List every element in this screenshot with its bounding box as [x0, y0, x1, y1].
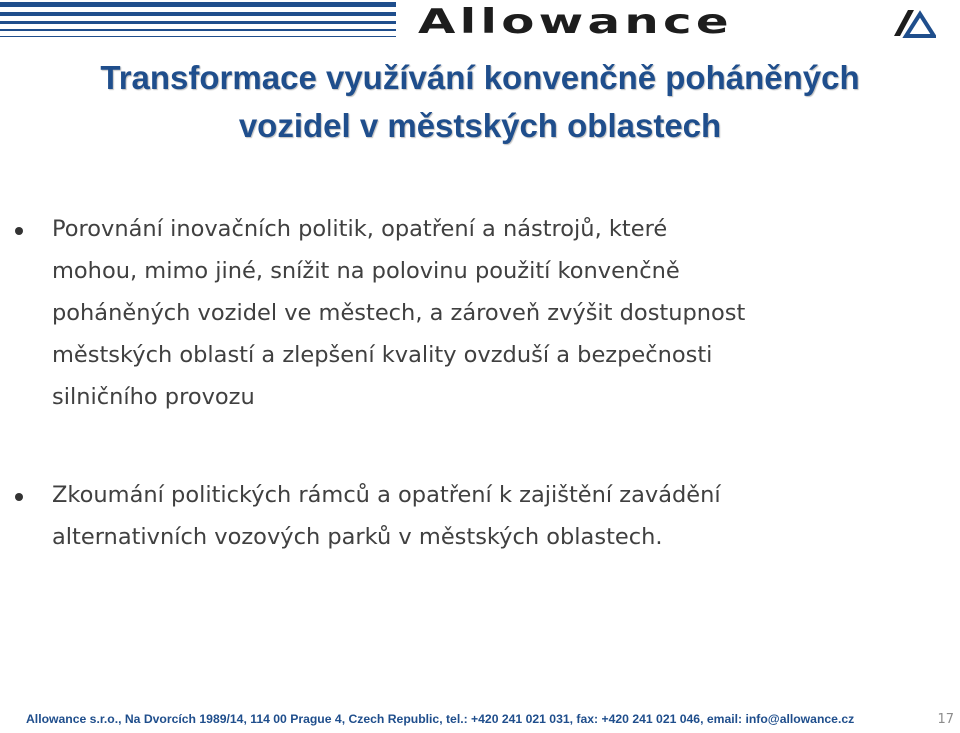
header-stripe: [0, 29, 396, 31]
allowance-logo: [418, 2, 958, 46]
title-line: Transformace využívání konvenčně poháněných: [100, 59, 860, 96]
slide-title: [40, 54, 920, 150]
bullet-text: [52, 208, 932, 418]
bullet-line: Zkoumání politických rámců a opatření k zajištění zavádění: [52, 482, 721, 508]
bullet-line: silničního provozu: [52, 384, 255, 410]
bullet-text: [52, 474, 932, 558]
logo-mark-icon: [892, 8, 936, 38]
bullet-dot-icon: [15, 227, 23, 235]
bullet-line: alternativních vozových parků v městských oblastech.: [52, 524, 663, 550]
title-line: vozidel v městských oblastech: [238, 107, 722, 144]
page-number: 17: [937, 712, 954, 727]
header-stripe: [0, 21, 396, 24]
bullet-dot-icon: [15, 493, 23, 501]
header-stripe: [0, 2, 396, 7]
bullet-line: Porovnání inovačních politik, opatření a nástrojů, které: [52, 216, 668, 242]
header-stripes: [0, 0, 400, 42]
bullet-line: mohou, mimo jiné, snížit na polovinu použití konvenčně: [52, 258, 680, 284]
footer-contact: Allowance s.r.o., Na Dvorcích 1989/14, 114 00 Prague 4, Czech Republic, tel.: +420 241 021 031, fax: +420 241 021 046, email: info@allowance.cz: [26, 712, 855, 726]
header-stripe: [0, 12, 396, 16]
bullet-line: poháněných vozidel ve městech, a zároveň zvýšit dostupnost: [52, 300, 746, 326]
bullet-line: městských oblastí a zlepšení kvality ovzduší a bezpečnosti: [52, 342, 713, 368]
header-stripe: [0, 36, 396, 37]
logo-text: Allowance: [418, 2, 733, 42]
